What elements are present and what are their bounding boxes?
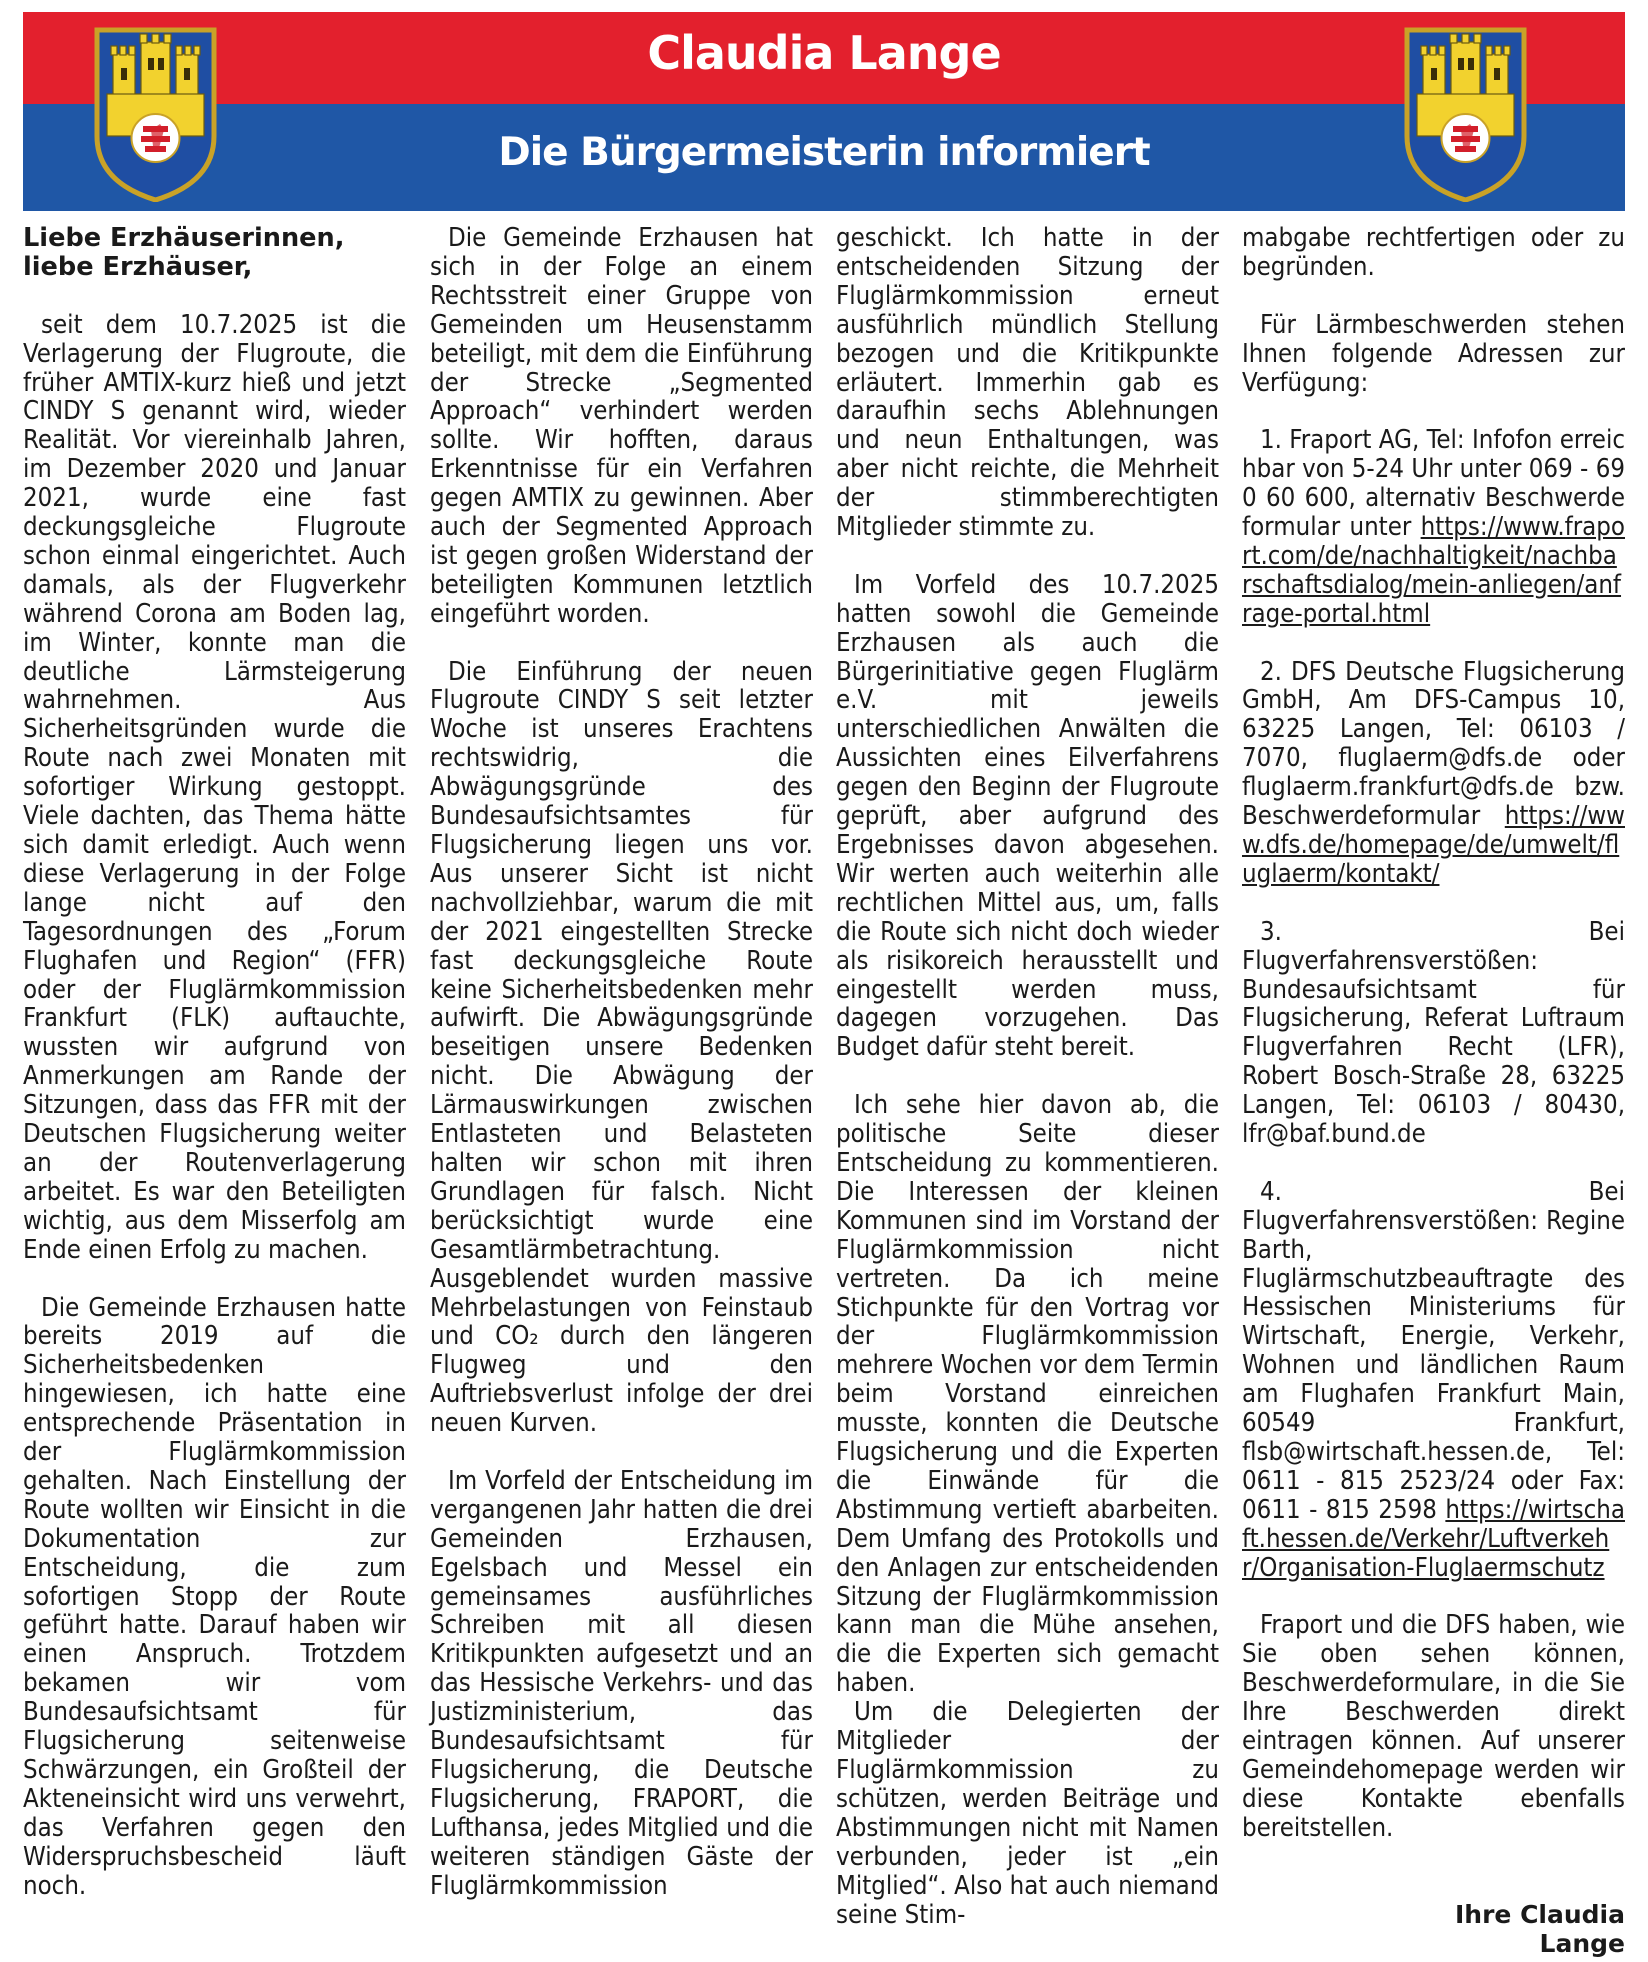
paragraph: Die Einführung der neuen Flugroute CINDY S seit letzter Woche ist unseres Erachtens rechtswidrig, die Abwägungsgründe des Bundesaufsichtsamtes für Flugsicherung liegen uns vor. Aus unserer Sicht ist nicht nachvollziehbar, warum die mit der 2021 eingestellten Strecke fast deckungsgleiche Route keine Sicherheitsbedenken mehr aufwirft. Die Abwägungsgründe beseitigen unsere Bedenken nicht. Die Abwägung der Lärmauswirkungen zwischen Entlasteten und Belasteten halten wir schon mit ihren Grundlagen für falsch. Nicht berücksichtigt wurde eine Gesamtlärmbetrachtung. Ausgeblendet wurden massive Mehrbelastungen von Feinstaub und CO₂ durch den längeren Flugweg und den Auftriebsverlust infolge der drei neuen Kurven. xyxy=(430,656,813,1439)
contact-dfs xyxy=(1242,658,1625,889)
paragraph: Im Vorfeld der Entscheidung im vergangenen Jahr hatten die drei Gemeinden Erzhausen, Egelsbach und Messel ein gemeinsames ausführliches Schreiben mit all diesen Kritikpunkten aufgesetzt und an das Hessische Verkehrs- und das Justizministerium, das Bundesaufsichtsamt für Flugsicherung, die Deutsche Flugsicherung, FRAPORT, die Lufthansa, jedes Mitglied und die weiteren ständigen Gäste der Fluglärmkommission xyxy=(430,1465,813,1901)
paragraph: mabgabe rechtfertigen oder zu begründen. xyxy=(1242,223,1625,282)
hessen-link[interactable]: https://wirtschaft.hessen.de/Verkehr/Luftverkehr/Organisation-Fluglaermschutz xyxy=(1242,1494,1625,1583)
contact-hessen xyxy=(1242,1178,1625,1583)
paragraph: Die Gemeinde Erzhausen hat sich in der Folge an einem Rechtsstreit einer Gruppe von Gemeinden um Heusenstamm beteiligt, mit dem die Einführung der Strecke „Segmented Approach“ verhindert werden sollte. Wir hofften, daraus Erkenntnisse für ein Verfahren gegen AMTIX zu gewinnen. Aber auch der Segmented Approach ist gegen großen Widerstand der beteiligten Kommunen letztlich eingeführt worden. xyxy=(430,223,813,629)
paragraph: Für Lärmbeschwerden stehen Ihnen folgende Adressen zur Verfügung: xyxy=(1242,309,1625,398)
paragraph: geschickt. Ich hatte in der entscheidenden Sitzung der Fluglärmkommission erneut ausführlich mündlich Stellung bezogen und die Kritikpunkte erläutert. Immerhin gab es daraufhin sechs Ablehnungen und neun Enthaltungen, was aber nicht reichte, die Mehrheit der stimmberechtigten Mitglieder stimmte zu. xyxy=(836,223,1219,543)
signature: Ihre Claudia Lange xyxy=(1454,1900,1625,1958)
page-subtitle: Die Bürgermeisterin informiert xyxy=(498,130,1150,175)
paragraph: Um die Delegierten der Mitglieder der Fluglärmkommission zu schützen, werden Beiträge und Abstimmungen nicht mit Namen verbunden, jeder ist „ein Mitglied“. Also hat auch niemand seine Stim- xyxy=(836,1697,1219,1930)
paragraph: seit dem 10.7.2025 ist die Verlagerung der Flugroute, die früher AMTIX-kurz hieß und jetzt CINDY S genannt wird, wieder Realität. Vor viereinhalb Jahren, im Dezember 2020 und Januar 2021, wurde eine fast deckungsgleiche Flugroute schon einmal eingerichtet. Auch damals, als der Flugverkehr während Corona am Boden lag, im Winter, konnte man die deutliche Lärmsteigerung wahrnehmen. Aus Sicherheitsgründen wurde die Route nach zwei Monaten mit sofortiger Wirkung gestoppt. Viele dachten, das Thema hätte sich damit erledigt. Auch wenn diese Verlagerung in der Folge lange nicht auf den Tagesordnungen des „Forum Flughafen und Region“ (FFR) oder der Fluglärmkommission Frankfurt (FLK) auftauchte, wussten wir aufgrund von Anmerkungen am Rande der Sitzungen, dass das FFR mit der Deutschen Flugsicherung weiter an der Routenverlagerung arbeitet. Es war den Beteiligten wichtig, aus dem Misserfolg am Ende einen Erfolg zu machen. xyxy=(23,309,406,1265)
header-banner xyxy=(23,12,1625,211)
contact-fraport xyxy=(1242,426,1625,628)
greeting-line-2: liebe Erzhäuser, xyxy=(23,251,253,282)
article-column-4 xyxy=(1242,224,1625,1872)
article-column-1 xyxy=(23,224,406,1929)
greeting xyxy=(23,224,406,282)
coat-of-arms-icon xyxy=(1403,24,1528,202)
paragraph: Ich sehe hier davon ab, die politische Seite dieser Entscheidung zu kommentieren. Die Interessen der kleinen Kommunen sind im Vorstand der Fluglärmkommission nicht vertreten. Da ich meine Stichpunkte für den Vortrag vor der Fluglärmkommission mehrere Wochen vor dem Termin beim Vorstand einreichen musste, konnten die Deutsche Flugsicherung und die Experten die Einwände für die Abstimmung vertieft abarbeiten. Dem Umfang des Protokolls und den Anlagen zur entscheidenden Sitzung der Fluglärmkommission kann man die Mühe ansehen, die die Experten sich gemacht haben. xyxy=(836,1090,1219,1699)
contact-text: 2. DFS Deutsche Flugsicherung GmbH, Am DFS-Campus 10, 63225 Langen, Tel: 06103 / 7070, fluglaerm@dfs.de oder fluglaerm.frankfurt@dfs.de bzw. Beschwerdeformular xyxy=(1242,656,1625,832)
coat-of-arms-icon xyxy=(93,24,218,202)
article-column-3 xyxy=(836,224,1219,1958)
dfs-link[interactable]: https://www.dfs.de/homepage/de/umwelt/fluglaerm/kontakt/ xyxy=(1242,801,1625,889)
contact-text: 1. Fraport AG, Tel: Infofon erreichbar von 5-24 Uhr unter 069 - 690 60 600, alternativ Beschwerdeformular unter xyxy=(1242,425,1625,543)
contact-baf: 3. Bei Flugverfahrensverstößen: Bundesaufsichtsamt für Flugsicherung, Referat Luftraum Flugverfahren Recht (LFR), Robert Bosch-Straße 28, 63225 Langen, Tel: 06103 / 80430, lfr@baf.bund.de xyxy=(1242,916,1625,1150)
paragraph: Fraport und die DFS haben, wie Sie oben sehen können, Beschwerdeformulare, in die Sie Ihre Beschwerden direkt eintragen können. Auf unserer Gemeindehomepage werden wir diese Kontakte ebenfalls bereitstellen. xyxy=(1242,1610,1625,1843)
page-title: Claudia Lange xyxy=(647,26,1001,80)
contact-text: 4. Bei Flugverfahrensverstößen: Regine Barth, Fluglärmschutzbeauftragte des Hessischen Ministeriums für Wirtschaft, Energie, Verkehr, Wohnen und ländlichen Raum am Flughafen Frankfurt Main, 60549 Frankfurt, flsb@wirtschaft.hessen.de, Tel: 0611 - 815 2523/24 oder Fax: 0611 - 815 2598 xyxy=(1242,1176,1625,1525)
paragraph: Die Gemeinde Erzhausen hatte bereits 2019 auf die Sicherheitsbedenken hingewiesen, ich hatte eine entsprechende Präsentation in der Fluglärmkommission gehalten. Nach Einstellung der Route wollten wir Einsicht in die Dokumentation zur Entscheidung, die zum sofortigen Stopp der Route geführt hatte. Darauf haben wir einen Anspruch. Trotzdem bekamen wir vom Bundesaufsichtsamt für Flugsicherung seitenweise Schwärzungen, ein Großteil der Akteneinsicht wird uns verwehrt, das Verfahren gegen den Widerspruchsbescheid läuft noch. xyxy=(23,1292,406,1901)
fraport-link[interactable]: https://www.fraport.com/de/nachhaltigkeit/nachbarschaftsdialog/mein-anliegen/anfrage-portal.html xyxy=(1242,512,1625,629)
paragraph: Im Vorfeld des 10.7.2025 hatten sowohl die Gemeinde Erzhausen als auch die Bürgerinitiative gegen Fluglärm e.V. mit jeweils unterschiedlichen Anwälten die Aussichten eines Eilverfahrens gegen den Beginn der Flugroute geprüft, aber aufgrund des Ergebnisses davon abgesehen. Wir werten auch weiterhin alle rechtlichen Mittel aus, um, falls die Route sich nicht doch wieder als risikoreich herausstellt und eingestellt werden muss, dagegen vorzugehen. Das Budget dafür steht bereit. xyxy=(836,569,1219,1063)
article-column-2 xyxy=(430,224,813,1929)
greeting-line-1: Liebe Erzhäuserinnen, xyxy=(23,223,345,253)
